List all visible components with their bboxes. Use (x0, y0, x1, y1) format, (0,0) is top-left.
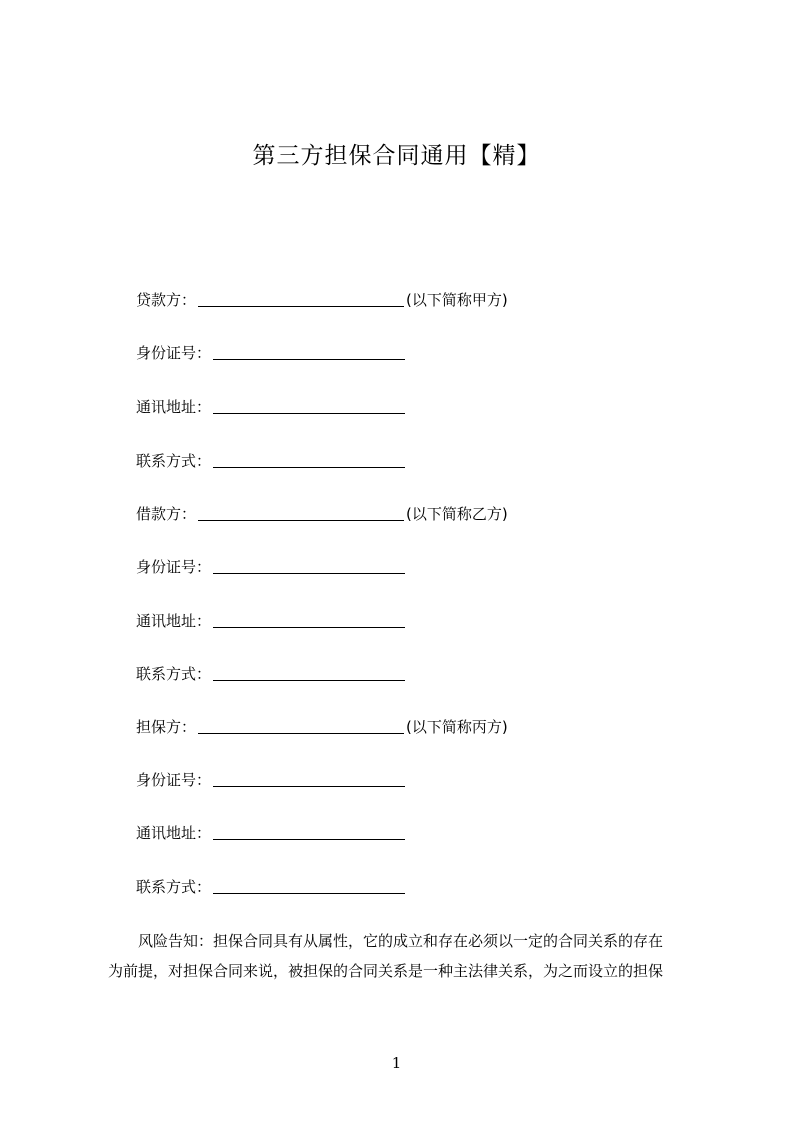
lender-name-row (136, 289, 508, 311)
guarantor-label: 担保方： (136, 718, 197, 736)
lender-address-label: 通讯地址： (136, 398, 212, 416)
guarantor-contact-blank[interactable] (213, 878, 405, 894)
lender-contact-blank[interactable] (213, 452, 405, 468)
borrower-contact-row (136, 663, 405, 685)
borrower-address-row (136, 610, 405, 632)
risk-notice-line-2: 为前提，对担保合同来说，被担保的合同关系是一种主法律关系，为之而设立的担保 (108, 962, 664, 980)
lender-name-blank[interactable] (198, 291, 404, 307)
borrower-name-row (136, 503, 508, 525)
lender-id-label: 身份证号： (136, 344, 212, 362)
lender-contact-label: 联系方式： (136, 452, 212, 470)
borrower-address-blank[interactable] (213, 612, 405, 628)
guarantor-contact-label: 联系方式： (136, 878, 212, 896)
guarantor-contact-row (136, 876, 405, 898)
borrower-id-label: 身份证号： (136, 558, 212, 576)
borrower-id-row (136, 556, 405, 578)
lender-contact-row (136, 450, 405, 472)
borrower-suffix: (以下简称乙方) (406, 505, 508, 523)
borrower-label: 借款方： (136, 505, 197, 523)
guarantor-suffix: (以下简称丙方) (406, 718, 508, 736)
document-title: 第三方担保合同通用【精】 (252, 143, 541, 169)
lender-suffix: (以下简称甲方) (406, 291, 508, 309)
guarantor-name-row (136, 716, 508, 738)
borrower-id-blank[interactable] (213, 558, 405, 574)
lender-label: 贷款方： (136, 291, 197, 309)
lender-id-row (136, 342, 405, 364)
page-number: 1 (391, 1054, 402, 1072)
risk-notice-line-1: 风险告知：担保合同具有从属性，它的成立和存在必须以一定的合同关系的存在 (138, 932, 664, 950)
guarantor-address-blank[interactable] (213, 824, 405, 840)
guarantor-id-label: 身份证号： (136, 771, 212, 789)
guarantor-id-blank[interactable] (213, 771, 405, 787)
guarantor-id-row (136, 769, 405, 791)
guarantor-name-blank[interactable] (198, 718, 404, 734)
lender-address-blank[interactable] (213, 398, 405, 414)
guarantor-address-label: 通讯地址： (136, 824, 212, 842)
borrower-contact-blank[interactable] (213, 665, 405, 681)
borrower-contact-label: 联系方式： (136, 665, 212, 683)
lender-id-blank[interactable] (213, 344, 405, 360)
lender-address-row (136, 396, 405, 418)
guarantor-address-row (136, 822, 405, 844)
risk-notice-paragraph (108, 926, 702, 986)
borrower-name-blank[interactable] (198, 505, 404, 521)
borrower-address-label: 通讯地址： (136, 612, 212, 630)
